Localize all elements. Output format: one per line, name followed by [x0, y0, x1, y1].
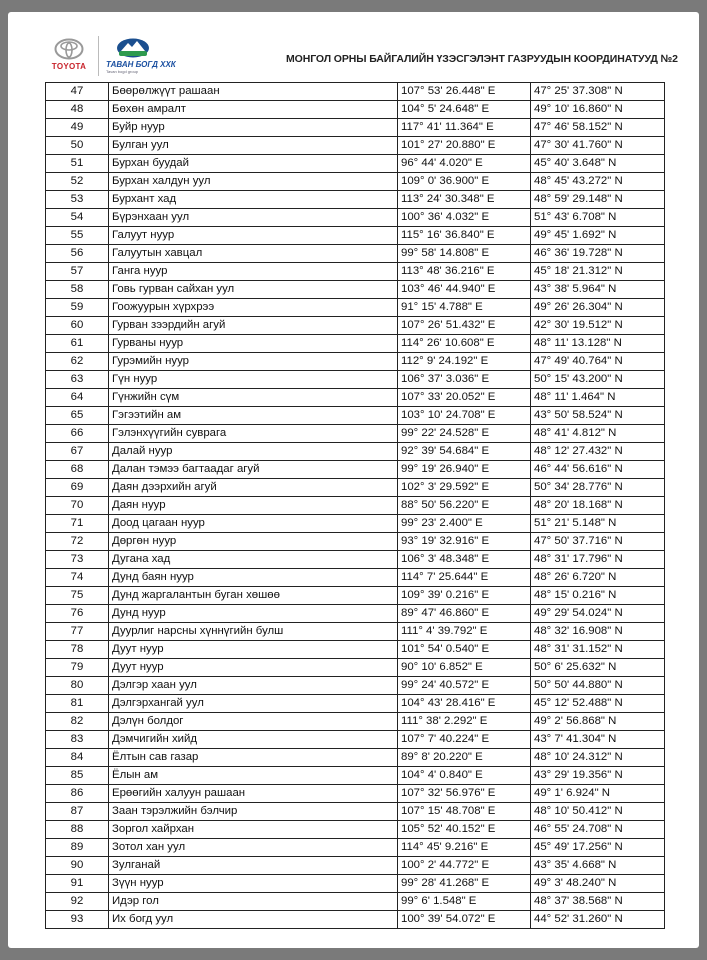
place-name: Бүрэнхаан уул — [109, 209, 398, 227]
place-name: Дугана хад — [109, 551, 398, 569]
table-row — [46, 209, 665, 227]
latitude: 48° 10' 50.412" N — [531, 803, 665, 821]
table-row — [46, 335, 665, 353]
place-name: Гэгээтийн ам — [109, 407, 398, 425]
longitude: 104° 5' 24.648" E — [398, 101, 531, 119]
row-number: 80 — [46, 677, 109, 695]
row-number: 77 — [46, 623, 109, 641]
table-row — [46, 713, 665, 731]
longitude: 91° 15' 4.788" E — [398, 299, 531, 317]
longitude: 113° 24' 30.348" E — [398, 191, 531, 209]
row-number: 76 — [46, 605, 109, 623]
table-row — [46, 497, 665, 515]
longitude: 99° 22' 24.528" E — [398, 425, 531, 443]
place-name: Ерөөгийн халуун рашаан — [109, 785, 398, 803]
table-row — [46, 407, 665, 425]
table-row — [46, 893, 665, 911]
longitude: 104° 43' 28.416" E — [398, 695, 531, 713]
place-name: Бөөрөлжүүт рашаан — [109, 83, 398, 101]
table-row — [46, 299, 665, 317]
table-row — [46, 785, 665, 803]
table-row — [46, 317, 665, 335]
longitude: 103° 46' 44.940" E — [398, 281, 531, 299]
place-name: Даян нуур — [109, 497, 398, 515]
row-number: 85 — [46, 767, 109, 785]
table-row — [46, 173, 665, 191]
latitude: 47° 50' 37.716" N — [531, 533, 665, 551]
latitude: 51° 21' 5.148" N — [531, 515, 665, 533]
longitude: 115° 16' 36.840" E — [398, 227, 531, 245]
longitude: 103° 10' 24.708" E — [398, 407, 531, 425]
place-name: Ганга нуур — [109, 263, 398, 281]
longitude: 107° 7' 40.224" E — [398, 731, 531, 749]
tavan-bogd-label: ТАВАН БОГД ХХК — [106, 60, 176, 69]
place-name: Доод цагаан нуур — [109, 515, 398, 533]
table-row — [46, 101, 665, 119]
table-row — [46, 731, 665, 749]
table-row — [46, 839, 665, 857]
table-row — [46, 263, 665, 281]
row-number: 89 — [46, 839, 109, 857]
row-number: 75 — [46, 587, 109, 605]
table-row — [46, 695, 665, 713]
place-name: Гурван зээрдийн агуй — [109, 317, 398, 335]
row-number: 93 — [46, 911, 109, 929]
row-number: 88 — [46, 821, 109, 839]
place-name: Гурваны нуур — [109, 335, 398, 353]
table-row — [46, 911, 665, 929]
row-number: 87 — [46, 803, 109, 821]
table-row — [46, 191, 665, 209]
longitude: 107° 26' 51.432" E — [398, 317, 531, 335]
latitude: 45° 49' 17.256" N — [531, 839, 665, 857]
longitude: 107° 53' 26.448" E — [398, 83, 531, 101]
place-name: Их богд уул — [109, 911, 398, 929]
place-name: Дуут нуур — [109, 641, 398, 659]
latitude: 48° 11' 13.128" N — [531, 335, 665, 353]
table-row — [46, 551, 665, 569]
latitude: 49° 45' 1.692" N — [531, 227, 665, 245]
latitude: 50° 50' 44.880" N — [531, 677, 665, 695]
place-name: Бөхөн амралт — [109, 101, 398, 119]
latitude: 49° 10' 16.860" N — [531, 101, 665, 119]
latitude: 47° 25' 37.308" N — [531, 83, 665, 101]
place-name: Гурэмийн нуур — [109, 353, 398, 371]
longitude: 99° 23' 2.400" E — [398, 515, 531, 533]
row-number: 63 — [46, 371, 109, 389]
table-row — [46, 533, 665, 551]
toyota-emblem-icon — [54, 38, 84, 60]
latitude: 45° 18' 21.312" N — [531, 263, 665, 281]
latitude: 48° 32' 16.908" N — [531, 623, 665, 641]
coordinates-table — [45, 82, 665, 929]
table-row — [46, 83, 665, 101]
latitude: 48° 20' 18.168" N — [531, 497, 665, 515]
longitude: 102° 3' 29.592" E — [398, 479, 531, 497]
place-name: Дөргөн нуур — [109, 533, 398, 551]
row-number: 92 — [46, 893, 109, 911]
table-row — [46, 245, 665, 263]
longitude: 96° 44' 4.020" E — [398, 155, 531, 173]
longitude: 99° 19' 26.940" E — [398, 461, 531, 479]
table-row — [46, 353, 665, 371]
longitude: 93° 19' 32.916" E — [398, 533, 531, 551]
latitude: 47° 30' 41.760" N — [531, 137, 665, 155]
longitude: 106° 3' 48.348" E — [398, 551, 531, 569]
longitude: 105° 52' 40.152" E — [398, 821, 531, 839]
row-number: 52 — [46, 173, 109, 191]
longitude: 114° 26' 10.608" E — [398, 335, 531, 353]
row-number: 78 — [46, 641, 109, 659]
table-row — [46, 443, 665, 461]
latitude: 46° 44' 56.616" N — [531, 461, 665, 479]
table-row — [46, 875, 665, 893]
latitude: 48° 59' 29.148" N — [531, 191, 665, 209]
table-row — [46, 515, 665, 533]
longitude: 92° 39' 54.684" E — [398, 443, 531, 461]
place-name: Дэлгэр хаан уул — [109, 677, 398, 695]
table-row — [46, 389, 665, 407]
longitude: 90° 10' 6.852" E — [398, 659, 531, 677]
longitude: 89° 47' 46.860" E — [398, 605, 531, 623]
place-name: Дэмчигийн хийд — [109, 731, 398, 749]
place-name: Гэлэнхүүгийн суврага — [109, 425, 398, 443]
row-number: 56 — [46, 245, 109, 263]
longitude: 107° 33' 20.052" E — [398, 389, 531, 407]
row-number: 62 — [46, 353, 109, 371]
latitude: 42° 30' 19.512" N — [531, 317, 665, 335]
table-row — [46, 767, 665, 785]
row-number: 55 — [46, 227, 109, 245]
latitude: 48° 11' 1.464" N — [531, 389, 665, 407]
row-number: 53 — [46, 191, 109, 209]
longitude: 111° 38' 2.292" E — [398, 713, 531, 731]
latitude: 44° 52' 31.260" N — [531, 911, 665, 929]
latitude: 50° 15' 43.200" N — [531, 371, 665, 389]
table-row — [46, 641, 665, 659]
row-number: 79 — [46, 659, 109, 677]
latitude: 48° 41' 4.812" N — [531, 425, 665, 443]
table-row — [46, 425, 665, 443]
row-number: 51 — [46, 155, 109, 173]
row-number: 73 — [46, 551, 109, 569]
longitude: 114° 45' 9.216" E — [398, 839, 531, 857]
latitude: 49° 2' 56.868" N — [531, 713, 665, 731]
row-number: 47 — [46, 83, 109, 101]
table-row — [46, 137, 665, 155]
place-name: Дуурлиг нарсны хүннүгийн булш — [109, 623, 398, 641]
table-row — [46, 569, 665, 587]
place-name: Зулганай — [109, 857, 398, 875]
place-name: Бурхан буудай — [109, 155, 398, 173]
table-row — [46, 227, 665, 245]
row-number: 50 — [46, 137, 109, 155]
place-name: Далай нуур — [109, 443, 398, 461]
latitude: 49° 1' 6.924" N — [531, 785, 665, 803]
latitude: 48° 26' 6.720" N — [531, 569, 665, 587]
longitude: 109° 0' 36.900" E — [398, 173, 531, 191]
latitude: 50° 34' 28.776" N — [531, 479, 665, 497]
row-number: 90 — [46, 857, 109, 875]
row-number: 61 — [46, 335, 109, 353]
latitude: 47° 49' 40.764" N — [531, 353, 665, 371]
longitude: 88° 50' 56.220" E — [398, 497, 531, 515]
table-row — [46, 857, 665, 875]
place-name: Дунд нуур — [109, 605, 398, 623]
latitude: 46° 55' 24.708" N — [531, 821, 665, 839]
place-name: Гоожуурын хүрхрээ — [109, 299, 398, 317]
table-row — [46, 587, 665, 605]
longitude: 99° 6' 1.548" E — [398, 893, 531, 911]
place-name: Галуут нуур — [109, 227, 398, 245]
latitude: 48° 37' 38.568" N — [531, 893, 665, 911]
latitude: 47° 46' 58.152" N — [531, 119, 665, 137]
row-number: 48 — [46, 101, 109, 119]
row-number: 81 — [46, 695, 109, 713]
row-number: 82 — [46, 713, 109, 731]
longitude: 100° 36' 4.032" E — [398, 209, 531, 227]
place-name: Гүнжийн сүм — [109, 389, 398, 407]
latitude: 43° 35' 4.668" N — [531, 857, 665, 875]
longitude: 104° 4' 0.840" E — [398, 767, 531, 785]
table-row — [46, 119, 665, 137]
latitude: 48° 45' 43.272" N — [531, 173, 665, 191]
longitude: 113° 48' 36.216" E — [398, 263, 531, 281]
row-number: 59 — [46, 299, 109, 317]
place-name: Дэлгэрхангай уул — [109, 695, 398, 713]
longitude: 117° 41' 11.364" E — [398, 119, 531, 137]
latitude: 48° 31' 17.796" N — [531, 551, 665, 569]
latitude: 49° 29' 54.024" N — [531, 605, 665, 623]
longitude: 99° 28' 41.268" E — [398, 875, 531, 893]
table-row — [46, 371, 665, 389]
latitude: 48° 10' 24.312" N — [531, 749, 665, 767]
place-name: Идэр гол — [109, 893, 398, 911]
latitude: 48° 31' 31.152" N — [531, 641, 665, 659]
latitude: 46° 36' 19.728" N — [531, 245, 665, 263]
longitude: 100° 39' 54.072" E — [398, 911, 531, 929]
longitude: 99° 58' 14.808" E — [398, 245, 531, 263]
table-row — [46, 803, 665, 821]
place-name: Гүн нуур — [109, 371, 398, 389]
table-row — [46, 461, 665, 479]
longitude: 107° 32' 56.976" E — [398, 785, 531, 803]
longitude: 112° 9' 24.192" E — [398, 353, 531, 371]
toyota-label: TOYOTA — [51, 62, 87, 71]
place-name: Бурхант хад — [109, 191, 398, 209]
latitude: 51° 43' 6.708" N — [531, 209, 665, 227]
place-name: Зотол хан уул — [109, 839, 398, 857]
place-name: Галуутын хавцал — [109, 245, 398, 263]
latitude: 43° 29' 19.356" N — [531, 767, 665, 785]
latitude: 48° 15' 0.216" N — [531, 587, 665, 605]
table-row — [46, 155, 665, 173]
latitude: 43° 38' 5.964" N — [531, 281, 665, 299]
row-number: 83 — [46, 731, 109, 749]
place-name: Бурхан халдун уул — [109, 173, 398, 191]
row-number: 71 — [46, 515, 109, 533]
longitude: 107° 15' 48.708" E — [398, 803, 531, 821]
row-number: 69 — [46, 479, 109, 497]
place-name: Булган уул — [109, 137, 398, 155]
longitude: 114° 7' 25.644" E — [398, 569, 531, 587]
latitude: 49° 3' 48.240" N — [531, 875, 665, 893]
place-name: Ёлтын сав газар — [109, 749, 398, 767]
logo-divider — [98, 36, 99, 76]
longitude: 109° 39' 0.216" E — [398, 587, 531, 605]
longitude: 89° 8' 20.220" E — [398, 749, 531, 767]
toyota-logo — [46, 38, 92, 71]
row-number: 84 — [46, 749, 109, 767]
row-number: 57 — [46, 263, 109, 281]
place-name: Дэлүн болдог — [109, 713, 398, 731]
table-row — [46, 605, 665, 623]
place-name: Заан тэрэлжийн бэлчир — [109, 803, 398, 821]
row-number: 49 — [46, 119, 109, 137]
longitude: 106° 37' 3.036" E — [398, 371, 531, 389]
place-name: Дунд баян нуур — [109, 569, 398, 587]
row-number: 54 — [46, 209, 109, 227]
row-number: 65 — [46, 407, 109, 425]
row-number: 91 — [46, 875, 109, 893]
latitude: 50° 6' 25.632" N — [531, 659, 665, 677]
tavan-bogd-logo — [106, 38, 176, 74]
mountain-emblem-icon — [116, 38, 150, 58]
latitude: 45° 40' 3.648" N — [531, 155, 665, 173]
longitude: 99° 24' 40.572" E — [398, 677, 531, 695]
document-title: МОНГОЛ ОРНЫ БАЙГАЛИЙН ҮЗЭСГЭЛЭНТ ГАЗРУУДЫН КООРДИНАТУУД №2 — [286, 53, 678, 65]
place-name: Говь гурван сайхан уул — [109, 281, 398, 299]
place-name: Дуут нуур — [109, 659, 398, 677]
place-name: Даян дээрхийн агуй — [109, 479, 398, 497]
row-number: 58 — [46, 281, 109, 299]
table-row — [46, 659, 665, 677]
place-name: Зүүн нуур — [109, 875, 398, 893]
place-name: Зоргол хайрхан — [109, 821, 398, 839]
row-number: 86 — [46, 785, 109, 803]
latitude: 43° 7' 41.304" N — [531, 731, 665, 749]
latitude: 43° 50' 58.524" N — [531, 407, 665, 425]
row-number: 60 — [46, 317, 109, 335]
document-page — [8, 12, 699, 948]
longitude: 101° 54' 0.540" E — [398, 641, 531, 659]
table-row — [46, 749, 665, 767]
table-row — [46, 281, 665, 299]
row-number: 64 — [46, 389, 109, 407]
row-number: 72 — [46, 533, 109, 551]
longitude: 111° 4' 39.792" E — [398, 623, 531, 641]
row-number: 74 — [46, 569, 109, 587]
latitude: 48° 12' 27.432" N — [531, 443, 665, 461]
longitude: 101° 27' 20.880" E — [398, 137, 531, 155]
longitude: 100° 2' 44.772" E — [398, 857, 531, 875]
latitude: 49° 26' 26.304" N — [531, 299, 665, 317]
table-row — [46, 821, 665, 839]
place-name: Далан тэмээ багтаадаг агуй — [109, 461, 398, 479]
place-name: Буйр нуур — [109, 119, 398, 137]
row-number: 67 — [46, 443, 109, 461]
table-row — [46, 623, 665, 641]
place-name: Ёлын ам — [109, 767, 398, 785]
latitude: 45° 12' 52.488" N — [531, 695, 665, 713]
row-number: 66 — [46, 425, 109, 443]
row-number: 70 — [46, 497, 109, 515]
place-name: Дунд жаргалантын буган хөшөө — [109, 587, 398, 605]
table-row — [46, 479, 665, 497]
table-row — [46, 677, 665, 695]
row-number: 68 — [46, 461, 109, 479]
tavan-bogd-subtitle: Tavan bogd group — [106, 69, 139, 74]
